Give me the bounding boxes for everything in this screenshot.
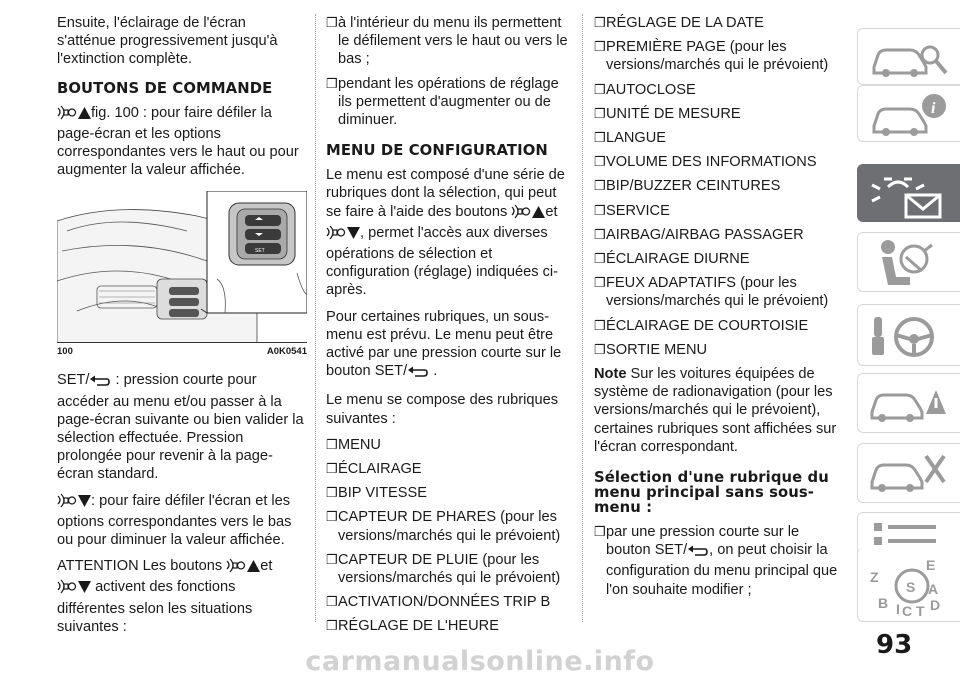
paragraph-backlight: Ensuite, l'éclairage de l'écran s'atténue progressivement jusqu'à l'extinction complète. — [57, 15, 278, 68]
column-middle — [326, 14, 574, 642]
menu-item: ❒ CAPTEUR DE PHARES (pour les versions/marchés qui le prévoient) — [326, 509, 561, 544]
up-button-icon — [511, 204, 545, 224]
menu-item: ❒ SORTIE MENU — [594, 341, 708, 358]
svg-text:T: T — [916, 603, 925, 619]
menu-item: ❒ ÉCLAIRAGE DIURNE — [594, 251, 750, 268]
list-item: ❒ par une pression courte sur le bouton SET/ , on peut choisir la configuration du menu principal que l'on souhaite modifier ; — [594, 524, 838, 598]
tab-starting-driving[interactable] — [857, 304, 960, 366]
svg-text:Z: Z — [870, 569, 879, 585]
up-button-icon — [226, 558, 260, 578]
down-button-icon — [57, 579, 91, 599]
column-right — [594, 14, 840, 605]
menu-item: ❒ UNITÉ DE MESURE — [594, 105, 741, 122]
dashboard-lights-message-icon — [866, 169, 954, 219]
heading-boutons-commande: BOUTONS DE COMMANDE — [57, 79, 273, 97]
menu-item: ❒ LANGUE — [594, 130, 667, 147]
menu-item: ❒ FEUX ADAPTATIFS (pour les versions/marchés qui le prévoient) — [594, 275, 829, 310]
car-warning-icon — [866, 378, 954, 430]
tab-dashboard[interactable] — [857, 164, 960, 222]
column-divider — [315, 14, 317, 622]
heading-selection: Sélection d'une rubrique du menu principal sans sous-menu : — [594, 469, 829, 517]
return-arrow-icon — [89, 374, 111, 392]
svg-text:S: S — [906, 579, 916, 595]
menu-item: ❒ RÉGLAGE DE LA DATE — [594, 15, 764, 31]
heading-menu-configuration: MENU DE CONFIGURATION — [326, 142, 548, 160]
return-arrow-icon — [687, 544, 709, 562]
menu-item: ❒ ÉCLAIRAGE — [326, 461, 422, 478]
menu-item: ❒ SERVICE — [594, 202, 670, 219]
car-tools-icon — [866, 448, 954, 500]
paragraph-menu-list-intro: Le menu se compose des rubriques suivantes : — [326, 392, 559, 427]
menu-item: ❒ PREMIÈRE PAGE (pour les versions/marchés qui le prévoient) — [594, 39, 829, 74]
tab-car-search[interactable] — [857, 28, 960, 85]
up-button-icon — [57, 105, 91, 125]
alphabet-index-icon — [866, 552, 954, 620]
menu-item: ❒ AIRBAG/AIRBAG PASSAGER — [594, 226, 804, 243]
steering-column-buttons-illustration — [57, 191, 307, 343]
menu-item: ❒ ÉCLAIRAGE DE COURTOISIE — [594, 317, 809, 334]
paragraph-down-button: : pour faire défiler l'écran et les options correspondantes vers le bas ou pour diminuer la valeur affichée. — [57, 492, 292, 549]
down-button-icon — [326, 225, 360, 245]
tab-safety[interactable] — [857, 232, 960, 292]
menu-item: ❒ MENU — [326, 436, 381, 453]
svg-text:A: A — [928, 581, 939, 597]
list-item: ❒ à l'intérieur du menu ils permettent le défilement vers le haut ou vers le bas ; — [326, 15, 568, 68]
svg-text:C: C — [902, 603, 913, 619]
menu-item: ❒ RÉGLAGE DE L'HEURE — [326, 618, 499, 635]
tab-index[interactable] — [857, 548, 960, 622]
svg-text:B: B — [878, 595, 889, 611]
figure-caption — [57, 342, 307, 361]
car-info-icon — [866, 90, 954, 140]
svg-text:E: E — [926, 557, 936, 573]
tab-car-info[interactable] — [857, 85, 960, 142]
menu-item: ❒ VOLUME DES INFORMATIONS — [594, 154, 817, 171]
airbag-seat-icon — [866, 237, 954, 289]
svg-text:D: D — [930, 597, 941, 613]
menu-item: ❒ BIP VITESSE — [326, 485, 427, 502]
menu-item: ❒ AUTOCLOSE — [594, 81, 696, 98]
menu-item: ❒ CAPTEUR DE PLUIE (pour les versions/marchés qui le prévoient) — [326, 551, 561, 587]
key-steering-wheel-icon — [866, 309, 954, 363]
car-search-icon — [866, 33, 954, 83]
svg-text:SET: SET — [255, 248, 265, 255]
paragraph-set-button: SET/ : pression courte pour accéder au menu et/ou passer à la page-écran suivante ou bien valider la sélection effectuée. Pression prolongée pour revenir à la page-écran standard. — [57, 372, 304, 483]
figure-100 — [57, 191, 307, 361]
column-left — [57, 14, 307, 644]
tab-maintenance[interactable] — [857, 443, 960, 503]
down-button-icon — [57, 493, 91, 513]
figure-code: A0K0541 — [266, 346, 307, 358]
figure-number: 100 — [57, 346, 73, 358]
tab-emergency[interactable] — [857, 373, 960, 433]
page-number: 93 — [876, 630, 913, 660]
svg-text:i: i — [931, 100, 936, 117]
watermark: carmanualsonline.info — [305, 646, 655, 677]
paragraph-attention: ATTENTION Les boutons et activent des fonctions différentes selon les situations suivantes : — [57, 558, 273, 635]
menu-items-list — [326, 436, 574, 636]
column-divider — [582, 14, 584, 622]
menu-items-list — [594, 14, 840, 359]
list-item: ❒ pendant les opérations de réglage ils permettent d'augmenter ou de diminuer. — [326, 75, 559, 129]
paragraph-submenu: Pour certaines rubriques, un sous-menu est prévu. Le menu peut être activé par une pression courte sur le bouton SET/ . — [326, 308, 574, 384]
paragraph-note: Note Sur les voitures équipées de système de radionavigation (pour les versions/marchés qui le prévoient), certaines rubriques sont affichées sur l'écran correspondant. — [594, 366, 837, 455]
svg-text:I: I — [896, 601, 900, 617]
return-arrow-icon — [407, 365, 429, 383]
paragraph-menu-intro: Le menu est composé d'une série de rubriques dont la sélection, qui peut se faire à l'aide des boutons et , permet l'accès aux diverses opérations de sélection et configuration (réglage) indiquées ci-après. — [326, 167, 565, 299]
paragraph-up-button: fig. 100 : pour faire défiler la page-écran et les options correspondantes vers le haut ou pour augmenter la valeur affichée. — [57, 104, 299, 179]
menu-item: ❒ ACTIVATION/DONNÉES TRIP B — [326, 594, 551, 611]
menu-item: ❒ BIP/BUZZER CEINTURES — [594, 178, 781, 195]
